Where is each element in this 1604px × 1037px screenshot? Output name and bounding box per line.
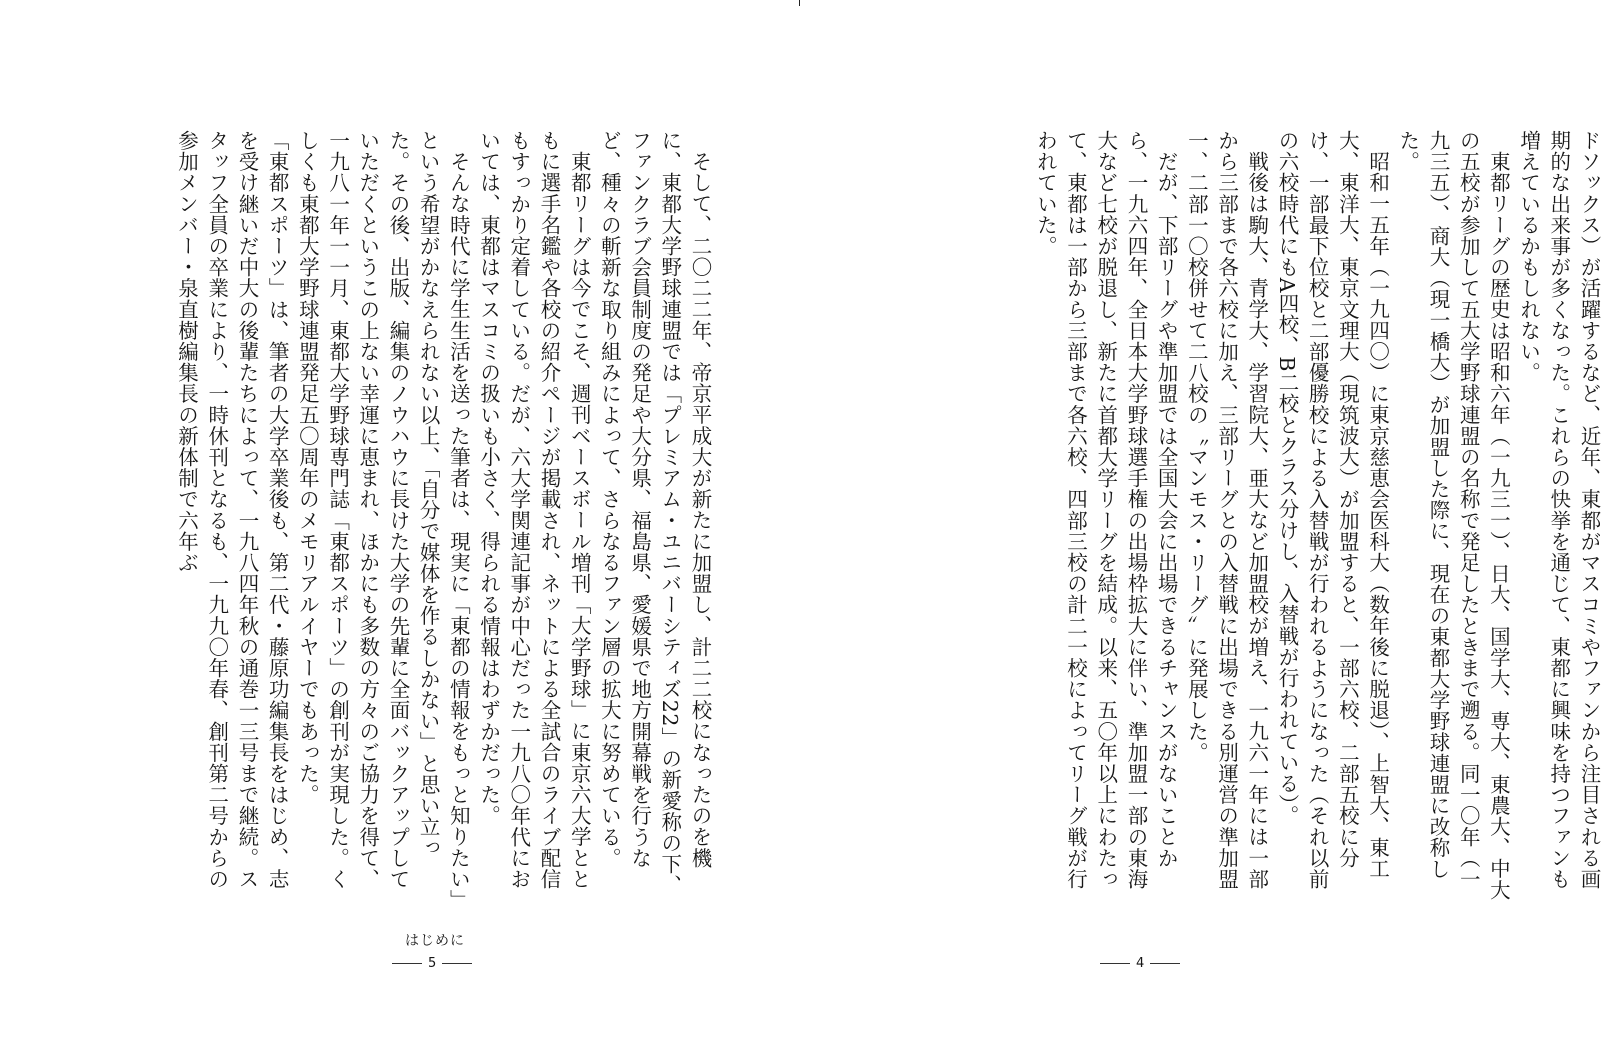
left-page bbox=[0, 0, 800, 1037]
paragraph: 戦後は駒大、青学大、学習院大、亜大など加盟校が増え、一九六一年には一部から三部まで各六校に加え、三部リーグとの入替戦に出場できる別運営の準加盟一、二部一〇校併せて二八校の〝マンモス・リーグ〟に発展した。 bbox=[1184, 130, 1269, 890]
folio-dash-right bbox=[1150, 963, 1180, 964]
paragraph: そんな時代に学生生活を送った筆者は、現実に「東都の情報をもっと知りたい」という希望がかなえられない以上、「自分で媒体を作るしかない」と思い立った。その後、出版、編集のノウハウに長けた大学の先輩に全面バックアップしていただくというこの上ない幸運に恵まれ、ほかにも多数の方々のご協力を得て、一九八一年一一月、東都大学野球専門誌「東都スポーツ」の創刊が実現した。くしくも東都大学野球連盟発足五〇周年のメモリアルイヤーでもあった。 bbox=[295, 130, 471, 900]
folio-dash-left bbox=[392, 963, 422, 964]
right-page bbox=[800, 0, 1600, 1037]
right-page-body-text bbox=[1033, 130, 1604, 900]
paragraph: 東都リーグは今でこそ、週刊ベースボール増刊「大学野球」に東京六大学とともに選手名鑑や各校の紹介ページが掲載され、ネットによる全試合のライブ配信もすっかり定着している。だが、六大学関連記事が中心だった一九八〇年代においては、東都はマスコミの扱いも小さく、得られる情報はわずかだった。 bbox=[476, 130, 592, 890]
paragraph: 東都リーグの歴史は昭和六年（一九三一）、日大、国学大、専大、東農大、中大の五校が参加して五大学野球連盟の名称で発足したときまで遡る。同一〇年（一九三五）、商大（現一橋大）が加盟した際に、現在の東都大学野球連盟に改称した。 bbox=[1395, 130, 1511, 900]
paragraph: そして、二〇二二年、帝京平成大が新たに加盟し、計二二校になったのを機に、東都大学野球連盟では「プレミアム・ユニバーシティズ22」の新愛称の下、ファンクラブ会員制度の発足や大分県、福島県、愛媛県で地方開幕戦を行うなど、種々の斬新な取り組みによって、さらなるファン層の拡大に努めている。 bbox=[597, 130, 712, 896]
paragraph: 「東都スポーツ」は、筆者の大学卒業後も、第二代・藤原功編集長をはじめ、志を受け継いだ中大の後輩たちによって、一九八四年秋の通巻一三号まで継続。スタッフ全員の卒業により、一時休刊となるも、一九九〇年春、創刊第二号からの参加メンバー・泉直樹編集長の新体制で六年ぶ bbox=[174, 130, 290, 890]
page-number-value: 5 bbox=[428, 956, 437, 971]
page-number bbox=[392, 956, 472, 971]
page-number bbox=[1100, 956, 1180, 971]
left-page-body-text bbox=[165, 130, 715, 900]
paragraph: 昭和一五年（一九四〇）に東京慈恵会医科大（数年後に脱退）、上智大、東工大、東洋大、東京文理大（現筑波大）が加盟すると、一部六校、二部五校に分け、一部最下位校と二部優勝校による入替戦が行われるようになった（それ以前の六校時代にもA四校、B二校とクラス分けし、入替戦が行われている）。 bbox=[1274, 130, 1390, 890]
folio-dash-left bbox=[1100, 963, 1130, 964]
page-number-value: 4 bbox=[1136, 956, 1145, 971]
running-head: はじめに bbox=[405, 933, 465, 949]
paragraph: だが、下部リーグや準加盟では全国大会に出場できるチャンスがないことから、一九六四年、全日本大学野球選手権の出場枠拡大に伴い、準加盟一部の東海大など七校が脱退し、新たに首都大学リーグを結成。以来、五〇年以上にわたって、東都は一部から三部まで各六校、四部三校の計二一校によってリーグ戦が行われていた。 bbox=[1033, 130, 1179, 890]
paragraph: ドソックス）が活躍するなど、近年、東都がマスコミやファンから注目される画期的な出来事が多くなった。これらの快挙を通じて、東都に興味を持つファンも増えているかもしれない。 bbox=[1516, 130, 1601, 890]
folio-dash-right bbox=[442, 963, 472, 964]
